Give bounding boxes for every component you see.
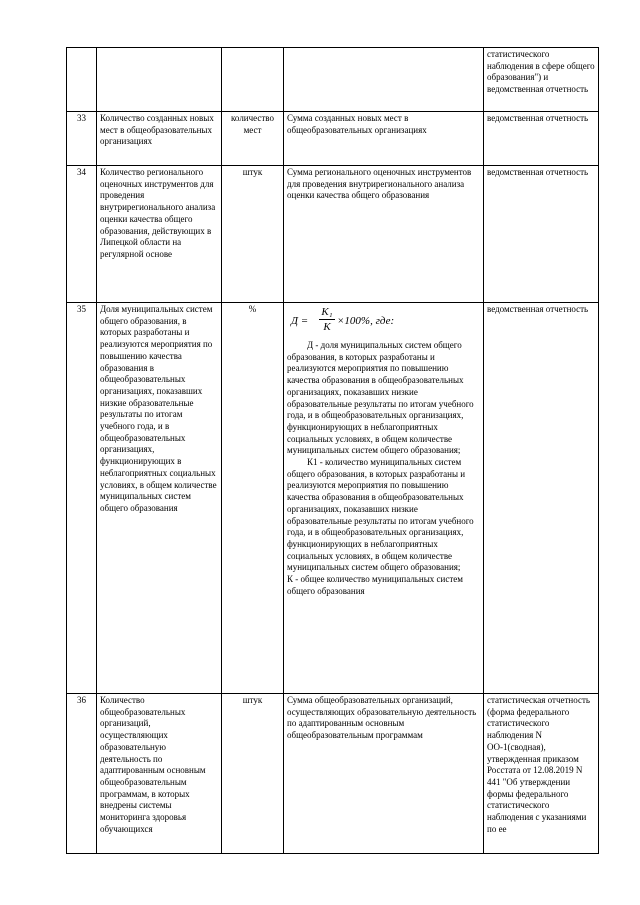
calculation-method: [284, 48, 484, 112]
row-number: 35: [67, 303, 97, 694]
unit-of-measure: %: [222, 303, 284, 694]
unit-of-measure: [222, 48, 284, 112]
data-source: ведомственная отчетность: [484, 166, 599, 303]
definition-d: [287, 340, 480, 457]
table-row: [67, 48, 599, 112]
unit-of-measure: штук: [222, 694, 284, 854]
indicator-name: Доля муниципальных систем общего образования, в которых разработаны и реализуются мероприятия по повышению качества образования в общеобразовательных организациях, показавших низкие образовательные результаты по итогам учебного года, и в общеобразовательных организациях, функционирующих в неблагоприятных социальных условиях, в общем количестве муниципальных систем общего образования: [97, 303, 222, 694]
indicator-name: Количество созданных новых мест в общеобразовательных организациях: [97, 112, 222, 166]
unit-of-measure: количество мест: [222, 112, 284, 166]
formula-fraction: [319, 306, 335, 334]
indicator-name: Количество регионального оценочных инструментов для проведения внутрирегионального анализа оценки качества общего образования, действующих в Липецкой области на регулярной основе: [97, 166, 222, 303]
formula-denominator: K: [323, 321, 331, 333]
table-row: [67, 303, 599, 694]
indicator-name: Количество общеобразовательных организаций, осуществляющих образовательную деятельность по адаптированным основным общеобразовательным программам, в которых внедрены системы мониторинга здоровья обучающихся: [97, 694, 222, 854]
calculation-method: Сумма созданных новых мест в общеобразовательных организациях: [284, 112, 484, 166]
data-source: ведомственная отчетность: [484, 303, 599, 694]
definition-k1: [287, 457, 480, 574]
formula: [289, 306, 480, 340]
calculation-method: Сумма общеобразовательных организаций, осуществляющих образовательную деятельность по адаптированным основным общеобразовательным программам: [284, 694, 484, 854]
data-source: статистического наблюдения в сфере общего образования") и ведомственная отчетность: [484, 48, 599, 112]
indicators-table: [66, 47, 599, 854]
definition-k: К - общее количество муниципальных систем общего образования: [287, 574, 463, 596]
row-number: 33: [67, 112, 97, 166]
indicator-name: [97, 48, 222, 112]
calculation-method: Сумма регионального оценочных инструментов для проведения внутрирегионального анализа оценки качества общего образования: [284, 166, 484, 303]
definition-d-text: Д - доля муниципальных систем общего образования, в которых разработаны и реализуются мероприятия по повышению качества образования в общеобразовательных организациях, показавших низкие образовательные результаты по итогам учебного года, и в общеобразовательных организациях, функционирующих в неблагоприятных социальных условиях, в общем количестве муниципальных систем общего образования;: [287, 340, 474, 456]
data-source: статистическая отчетность (форма федерального статистического наблюдения N ОО-1(сводная), утвержденная приказом Росстата от 12.08.2019 N 441 "Об утверждении формы федерального статистического наблюдения с указаниями по ее: [484, 694, 599, 854]
row-number: [67, 48, 97, 112]
definition-k1-text: К1 - количество муниципальных систем общего образования, в которых разработаны и реализуются мероприятия по повышению качества образования в общеобразовательных организациях, показавших низкие образовательные результаты по итогам учебного года, и в общеобразовательных организациях, функционирующих в неблагоприятных социальных условиях, в общем количестве муниципальных систем общего образования;: [287, 457, 474, 573]
table-row: [67, 112, 599, 166]
formula-lhs: Д =: [291, 315, 309, 327]
row-number: 34: [67, 166, 97, 303]
table-row: [67, 166, 599, 303]
calculation-method: [284, 303, 484, 694]
row-number: 36: [67, 694, 97, 854]
table-row: [67, 694, 599, 854]
formula-numerator: K₁: [319, 306, 335, 320]
formula-rhs: ×100%, где:: [337, 315, 395, 327]
data-source: ведомственная отчетность: [484, 112, 599, 166]
unit-of-measure: штук: [222, 166, 284, 303]
